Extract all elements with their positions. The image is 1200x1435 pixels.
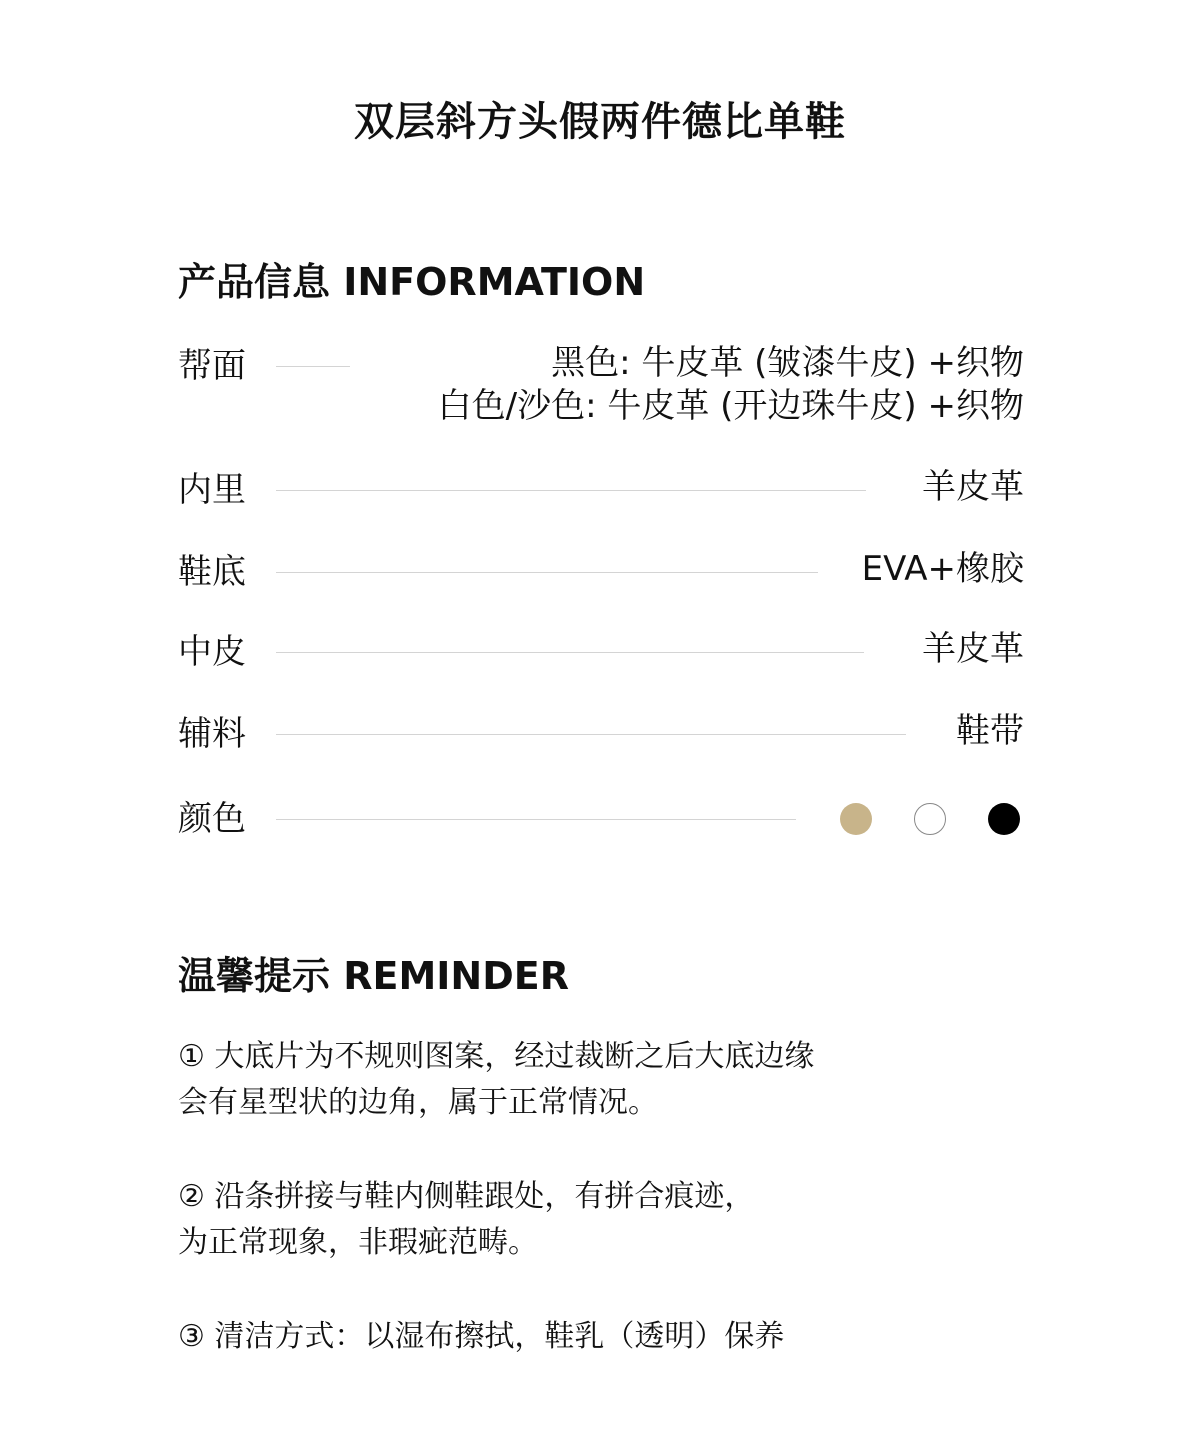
info-row-upper [178,342,1024,426]
reminder-line: ② 沿条拼接与鞋内侧鞋跟处，有拼合痕迹， [178,1179,755,1214]
reminder-line: 会有星型状的边角，属于正常情况。 [178,1085,658,1120]
row-value-line: 黑色: 牛皮革 (皱漆牛皮) +织物 [551,343,1024,383]
info-row-lining [178,466,1024,526]
row-label: 帮面 [178,346,246,386]
row-label: 内里 [178,470,246,510]
reminder-heading: 温馨提示 REMINDER [178,954,569,998]
information-heading: 产品信息 INFORMATION [178,260,646,304]
reminder-line: ③ 清洁方式：以湿布擦拭，鞋乳（透明）保养 [178,1319,785,1354]
page-title: 双层斜方头假两件德比单鞋 [354,99,846,145]
row-value-line: 鞋带 [956,711,1024,751]
row-value-line: EVA+橡胶 [861,549,1024,589]
reminder-item [178,1314,938,1360]
info-row-midsole-leather [178,628,1024,688]
row-value-line: 羊皮革 [922,629,1024,669]
row-divider [276,572,818,573]
row-divider [276,734,906,735]
color-swatch-sand[interactable] [840,803,872,835]
row-divider [276,366,350,367]
reminder-item [178,1034,938,1126]
info-row-accessories [178,710,1024,770]
reminder-item [178,1174,938,1266]
color-swatch-black[interactable] [988,803,1020,835]
row-divider [276,490,866,491]
row-label: 颜色 [178,799,246,839]
row-value [956,710,1024,753]
color-swatch-white[interactable] [914,803,946,835]
color-swatches [840,803,1024,837]
row-label: 中皮 [178,632,246,672]
info-row-colors [178,795,1024,855]
info-row-sole [178,548,1024,608]
row-value-line: 羊皮革 [922,467,1024,507]
row-divider [276,652,864,653]
reminder-line: 为正常现象，非瑕疵范畴。 [178,1225,538,1260]
row-value [862,548,1024,591]
row-value [922,628,1024,671]
row-value-line: 白色/沙色: 牛皮革 (开边珠牛皮) +织物 [437,386,1024,426]
row-label: 鞋底 [178,552,246,592]
row-divider [276,819,796,820]
reminder-line: ① 大底片为不规则图案，经过裁断之后大底边缘 [178,1039,815,1074]
row-label: 辅料 [178,714,246,754]
row-value [438,342,1024,428]
row-value [922,466,1024,509]
reminder-list [178,1034,938,1408]
